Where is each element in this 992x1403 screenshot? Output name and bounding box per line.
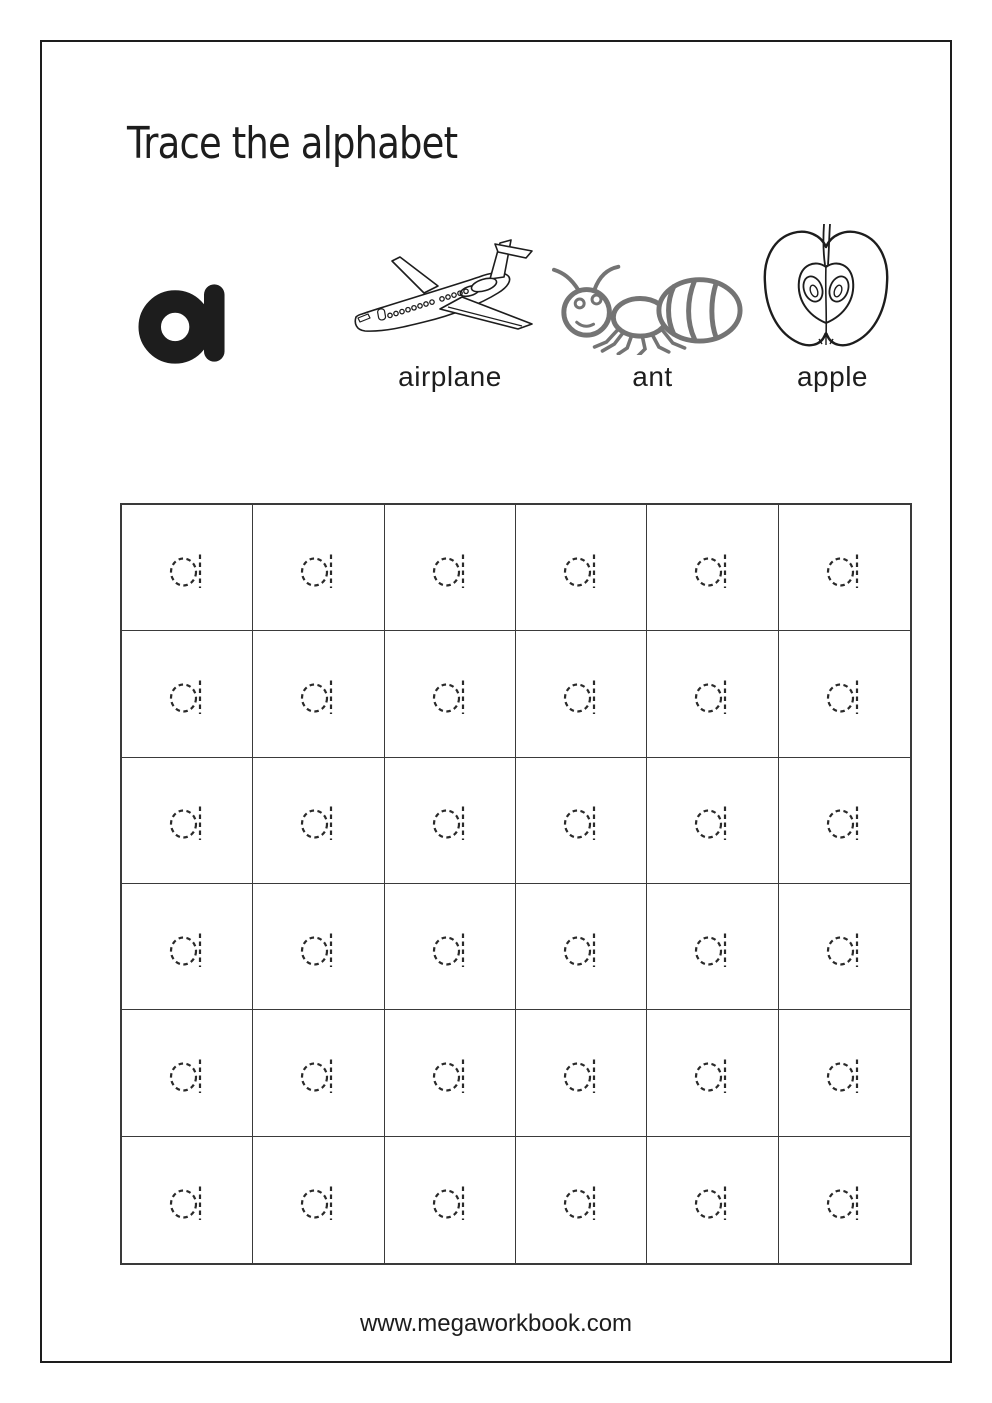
trace-cell <box>779 758 910 884</box>
trace-cell <box>779 884 910 1010</box>
trace-cell <box>516 884 647 1010</box>
trace-cell <box>253 631 384 757</box>
trace-cell <box>253 1137 384 1263</box>
trace-cell <box>122 505 253 631</box>
trace-letter-a-icon <box>826 1177 862 1223</box>
trace-cell <box>647 631 778 757</box>
figure-ant <box>549 240 747 355</box>
figure-apple <box>755 221 897 363</box>
focus-letter-a-icon <box>138 282 226 366</box>
ant-icon <box>549 240 747 355</box>
trace-letter-a-icon <box>432 671 468 717</box>
trace-cell <box>385 1010 516 1136</box>
trace-cell <box>385 884 516 1010</box>
trace-cell <box>779 505 910 631</box>
trace-cell <box>253 1010 384 1136</box>
trace-letter-a-icon <box>169 924 205 970</box>
trace-grid <box>120 503 912 1265</box>
trace-letter-a-icon <box>432 924 468 970</box>
trace-cell <box>647 758 778 884</box>
trace-letter-a-icon <box>432 1050 468 1096</box>
trace-letter-a-icon <box>300 671 336 717</box>
trace-letter-a-icon <box>694 671 730 717</box>
trace-letter-a-icon <box>169 545 205 591</box>
trace-cell <box>647 505 778 631</box>
trace-letter-a-icon <box>563 1177 599 1223</box>
trace-letter-a-icon <box>563 1050 599 1096</box>
trace-cell <box>385 1137 516 1263</box>
apple-icon <box>755 221 897 363</box>
trace-cell <box>122 758 253 884</box>
trace-letter-a-icon <box>694 1177 730 1223</box>
trace-letter-a-icon <box>694 1050 730 1096</box>
trace-cell <box>385 631 516 757</box>
trace-cell <box>385 505 516 631</box>
footer-url: www.megaworkbook.com <box>359 1310 633 1337</box>
trace-cell <box>647 884 778 1010</box>
trace-letter-a-icon <box>826 671 862 717</box>
trace-cell <box>516 1137 647 1263</box>
trace-cell <box>122 1137 253 1263</box>
trace-letter-a-icon <box>300 1050 336 1096</box>
trace-letter-a-icon <box>694 797 730 843</box>
trace-cell <box>253 758 384 884</box>
trace-cell <box>385 758 516 884</box>
trace-letter-a-icon <box>826 545 862 591</box>
trace-cell <box>647 1010 778 1136</box>
trace-letter-a-icon <box>563 924 599 970</box>
trace-letter-a-icon <box>300 797 336 843</box>
page-title: Trace the alphabet <box>127 118 458 169</box>
trace-letter-a-icon <box>432 797 468 843</box>
trace-cell <box>122 884 253 1010</box>
trace-cell <box>779 631 910 757</box>
airplane-icon <box>342 227 542 347</box>
trace-letter-a-icon <box>694 545 730 591</box>
trace-cell <box>122 1010 253 1136</box>
trace-letter-a-icon <box>826 1050 862 1096</box>
trace-cell <box>253 884 384 1010</box>
trace-letter-a-icon <box>169 1177 205 1223</box>
trace-letter-a-icon <box>169 797 205 843</box>
trace-letter-a-icon <box>826 797 862 843</box>
label-airplane: airplane <box>398 361 502 392</box>
label-apple: apple <box>796 361 868 392</box>
trace-cell <box>122 631 253 757</box>
trace-cell <box>647 1137 778 1263</box>
trace-letter-a-icon <box>563 545 599 591</box>
trace-letter-a-icon <box>300 924 336 970</box>
trace-letter-a-icon <box>300 545 336 591</box>
trace-letter-a-icon <box>169 671 205 717</box>
trace-letter-a-icon <box>563 671 599 717</box>
label-ant: ant <box>632 361 673 392</box>
trace-cell <box>253 505 384 631</box>
trace-cell <box>516 505 647 631</box>
trace-cell <box>516 1010 647 1136</box>
trace-letter-a-icon <box>169 1050 205 1096</box>
trace-letter-a-icon <box>432 545 468 591</box>
trace-letter-a-icon <box>826 924 862 970</box>
trace-letter-a-icon <box>432 1177 468 1223</box>
trace-cell <box>779 1137 910 1263</box>
trace-cell <box>516 758 647 884</box>
trace-cell <box>779 1010 910 1136</box>
trace-cell <box>516 631 647 757</box>
trace-letter-a-icon <box>563 797 599 843</box>
focus-letter <box>138 282 226 366</box>
trace-letter-a-icon <box>300 1177 336 1223</box>
trace-letter-a-icon <box>694 924 730 970</box>
figure-airplane <box>342 227 542 347</box>
